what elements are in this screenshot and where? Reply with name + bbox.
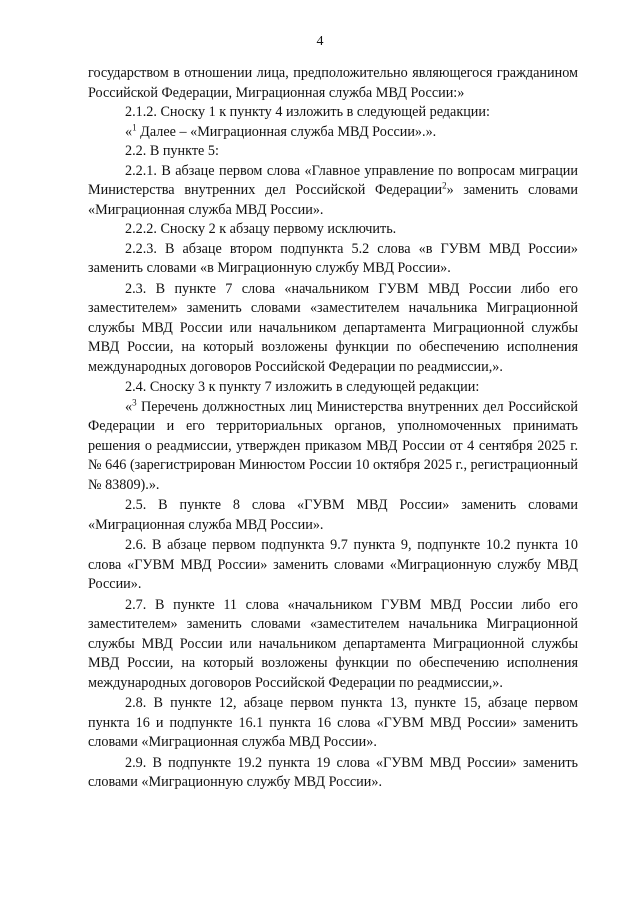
paragraph-2-1-2: 2.1.2. Сноску 1 к пункту 4 изложить в следующей редакции:: [125, 104, 490, 120]
footnote-1-marker: 1: [132, 121, 137, 132]
paragraph-2-3: 2.3. В пункте 7 слова «начальником ГУВМ МВД России либо его заместителем» заменить словами «заместителем начальника Миграционной службы МВД России или начальником департамента Миграционной службы МВД России, на который возложены функции по обеспечению исполнения международных договоров Российской Федерации по реадмиссии,».: [88, 280, 578, 375]
footnote-1-text: Далее – «Миграционная служба МВД России».».: [136, 123, 437, 140]
page-number: 4: [316, 34, 324, 49]
paragraph-footnote-3: [88, 398, 578, 496]
paragraph-continuation: государством в отношении лица, предположительно являющегося гражданином Российской Федерации, Миграционная служба МВД России:»: [88, 65, 578, 101]
paragraph-2-5: 2.5. В пункте 8 слова «ГУВМ МВД России» заменить словами «Миграционная служба МВД России».: [88, 497, 578, 533]
footnote-2-marker: 2: [442, 180, 447, 191]
paragraph-2-4: 2.4. Сноску 3 к пункту 7 изложить в следующей редакции:: [125, 379, 480, 395]
paragraph-2-2-1-tail: » заменить словами «Миграционная служба МВД России».: [88, 182, 579, 218]
footnote-3-marker: 3: [132, 396, 137, 407]
paragraph-footnote-1: [88, 123, 578, 143]
paragraph-2-2-1: [88, 162, 578, 221]
paragraph-2-2-3: 2.2.3. В абзаце втором подпункта 5.2 слова «в ГУВМ МВД России» заменить словами «в Миграционную службу МВД России».: [88, 240, 578, 276]
paragraph-2-8: 2.8. В пункте 12, абзаце первом пункта 13, пункте 15, абзаце первом пункта 16 и подпункте 16.1 пункта 16 слова «ГУВМ МВД России» заменить словами «Миграционная служба МВД России».: [88, 695, 578, 750]
footnote-1-open-quote: «: [125, 123, 133, 140]
paragraph-2-2-1-text: 2.2.1. В абзаце первом слова «Главное управление по вопросам миграции Министерства внутренних дел Российской Федерации: [88, 162, 578, 198]
footnote-3-text: Перечень должностных лиц Министерства внутренних дел Российской Федерации и его территориальных органов, уполномоченных принимать решения о реадмиссии, утвержден приказом МВД России от 4 сентября 2025 г. № 646 (зарегистрирован Минюстом России 10 октября 2025 г., регистрационный № 83809).».: [88, 398, 578, 493]
paragraph-2-7: 2.7. В пункте 11 слова «начальником ГУВМ МВД России либо его заместителем» заменить словами «заместителем начальника Миграционной службы МВД России или начальником департамента Миграционной службы МВД России, на который возложены функции по обеспечению исполнения международных договоров Российской Федерации по реадмиссии,».: [88, 596, 578, 691]
footnote-3-open-quote: «: [125, 398, 133, 415]
paragraph-2-2-2: 2.2.2. Сноску 2 к абзацу первому исключить.: [125, 221, 397, 237]
paragraph-2-6: 2.6. В абзаце первом подпункта 9.7 пункта 9, подпункте 10.2 пункта 10 слова «ГУВМ МВД России» заменить словами «Миграционную службу МВД России».: [88, 537, 578, 592]
paragraph-2-2: 2.2. В пункте 5:: [125, 143, 219, 159]
paragraph-2-9: 2.9. В подпункте 19.2 пункта 19 слова «ГУВМ МВД России» заменить словами «Миграционную службу МВД России».: [88, 754, 578, 790]
document-body: [88, 64, 578, 793]
